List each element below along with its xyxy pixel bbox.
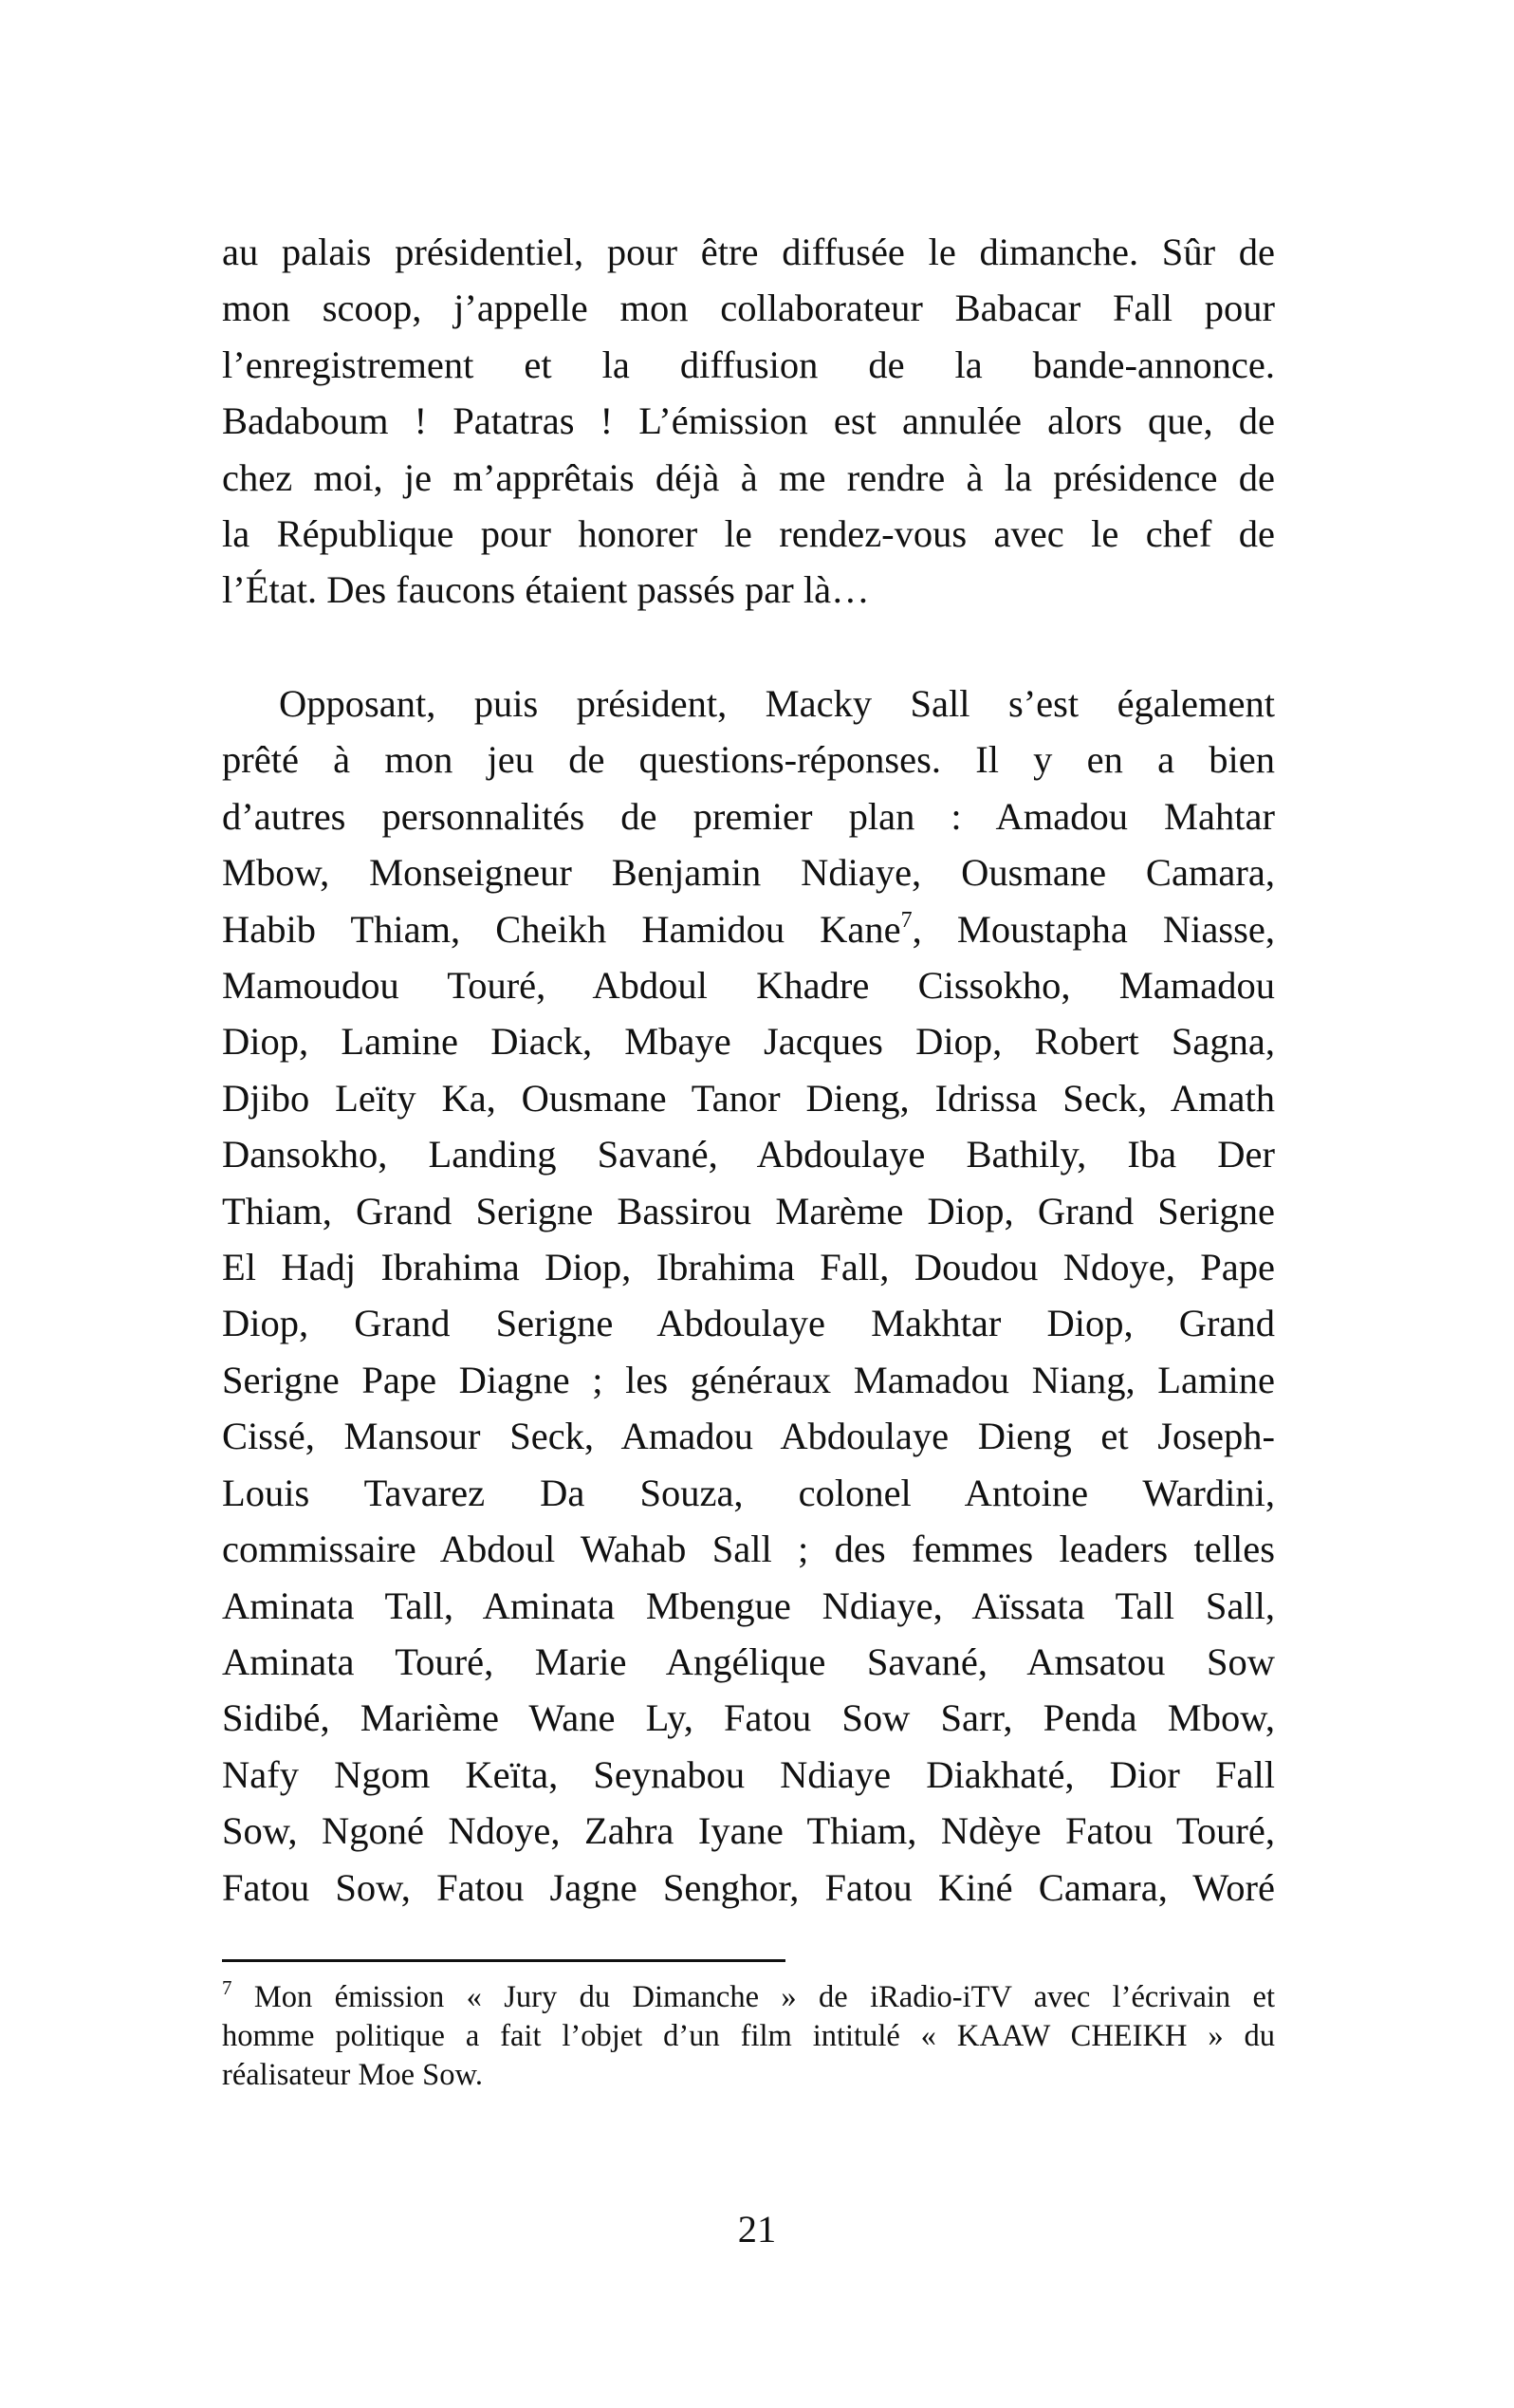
footnote [222, 1978, 1275, 2095]
paragraph-2 [222, 676, 1275, 1916]
footnote-line: réalisateur Moe Sow. [222, 2058, 483, 2092]
text-line: Serigne Pape Diagne ; les généraux Mamadou Niang, Lamine [222, 1358, 1275, 1401]
text-line: Cissé, Mansour Seck, Amadou Abdoulaye Dieng et Joseph- [222, 1415, 1275, 1458]
text-line: mon scoop, j’appelle mon collaborateur Babacar Fall pour [222, 287, 1275, 330]
text-line: Mamoudou Touré, Abdoul Khadre Cissokho, Mamadou [222, 964, 1275, 1008]
footnote-reference[interactable]: 7 [900, 907, 913, 933]
footnote-line [222, 1978, 1275, 2017]
text-line: El Hadj Ibrahima Diop, Ibrahima Fall, Doudou Ndoye, Pape [222, 1246, 1275, 1289]
paragraph-1 [222, 224, 1275, 619]
page-number: 21 [737, 2208, 777, 2251]
text-line: Fatou Sow, Fatou Jagne Senghor, Fatou Kiné Camara, Woré [222, 1865, 1275, 1909]
footnote-mark: 7 [222, 1976, 232, 1999]
text-segment: , Moustapha Niasse, [912, 907, 1276, 951]
text-line: au palais présidentiel, pour être diffusée le dimanche. Sûr de [222, 231, 1275, 273]
text-line: Aminata Touré, Marie Angélique Savané, Amsatou Sow [222, 1639, 1275, 1683]
text-line: Thiam, Grand Serigne Bassirou Marème Diop, Grand Serigne [222, 1189, 1275, 1232]
text-line: Opposant, puis président, Macky Sall s’est également [279, 682, 1275, 725]
text-line: chez moi, je m’apprêtais déjà à me rendre à la présidence de [222, 455, 1275, 499]
text-line: Dansokho, Landing Savané, Abdoulaye Bathily, Iba Der [222, 1133, 1275, 1176]
text-line: Nafy Ngom Keïta, Seynabou Ndiaye Diakhaté, Dior Fall [222, 1752, 1275, 1796]
text-segment: Mon émission « Jury du Dimanche » de iRadio-iTV avec l’écrivain et [231, 1980, 1275, 2014]
footnote-line: homme politique a fait l’objet d’un film intitulé « KAAW CHEIKH » du [222, 2019, 1275, 2053]
text-line: Mbow, Monseigneur Benjamin Ndiaye, Ousmane Camara, [222, 851, 1275, 895]
text-line: l’État. Des faucons étaient passés par là… [222, 568, 870, 612]
text-line: commissaire Abdoul Wahab Sall ; des femmes leaders telles [222, 1528, 1275, 1571]
text-line: Badaboum ! Patatras ! L’émission est annulée alors que, de [222, 399, 1275, 443]
text-line: d’autres personnalités de premier plan : Amadou Mahtar [222, 794, 1275, 838]
text-line: Aminata Tall, Aminata Mbengue Ndiaye, Aïssata Tall Sall, [222, 1584, 1275, 1627]
text-line: Sidibé, Marième Wane Ly, Fatou Sow Sarr, Penda Mbow, [222, 1696, 1275, 1740]
text-line-with-footnote-ref [222, 901, 1275, 957]
text-line: Sow, Ngoné Ndoye, Zahra Iyane Thiam, Ndèye Fatou Touré, [222, 1809, 1275, 1853]
text-line: l’enregistrement et la diffusion de la bande-annonce. [222, 343, 1275, 386]
text-segment: Habib Thiam, Cheikh Hamidou Kane [222, 907, 901, 951]
text-line: Djibo Leïty Ka, Ousmane Tanor Dieng, Idrissa Seck, Amath [222, 1076, 1275, 1120]
text-line: Diop, Grand Serigne Abdoulaye Makhtar Diop, Grand [222, 1302, 1275, 1345]
text-line: Diop, Lamine Diack, Mbaye Jacques Diop, Robert Sagna, [222, 1020, 1275, 1064]
footnote-divider [222, 1959, 785, 1962]
text-line: prêté à mon jeu de questions-réponses. Il y en a bien [222, 738, 1275, 782]
text-line: la République pour honorer le rendez-vous avec le chef de [222, 512, 1275, 556]
text-line: Louis Tavarez Da Souza, colonel Antoine Wardini, [222, 1471, 1275, 1514]
